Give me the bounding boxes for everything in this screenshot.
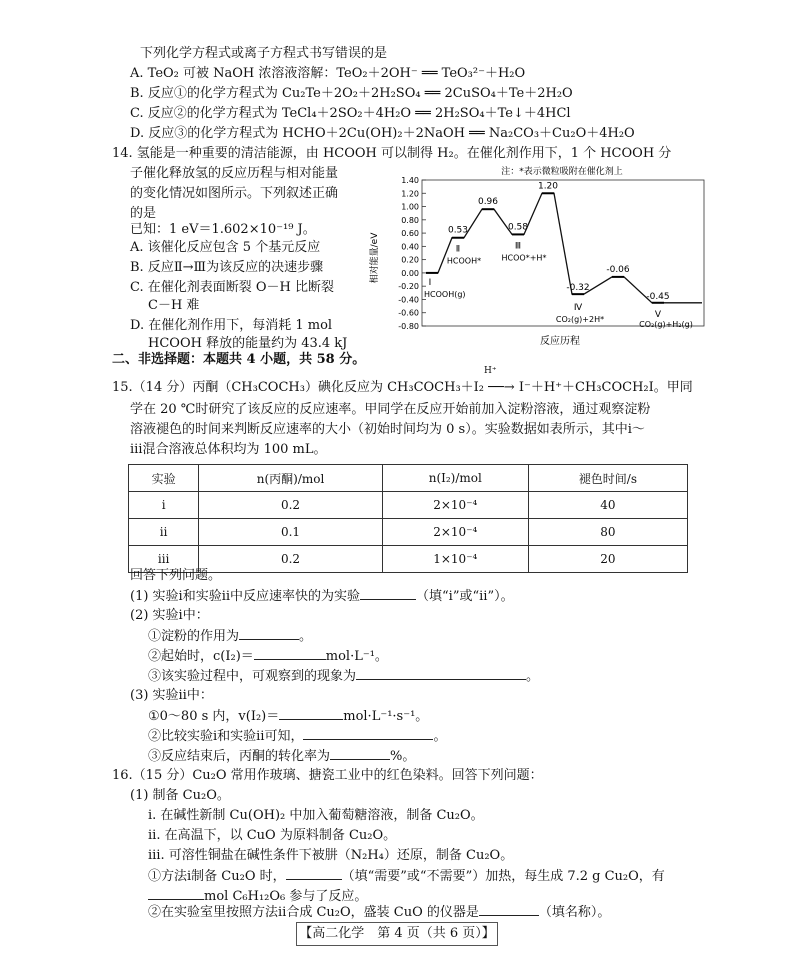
y-tick-label: -0.60 [398,308,419,318]
q15-line1: 15.（14 分）丙酮（CH₃COCH₃）碘化反应为 CH₃COCH₃＋I₂ ──→ I⁻＋H⁺＋CH₃COCH₂I。甲同 [112,380,693,395]
page-footer: 【高二化学 第 4 页（共 6 页）】 [296,922,498,946]
y-tick-label: 0.80 [401,215,419,225]
table-header: 褪色时间/s [528,465,687,492]
q15-part3-1-unit: mol·L⁻¹·s⁻¹。 [343,709,429,724]
q15-part2-1-text: ①淀粉的作用为 [148,629,240,644]
energy-series-line [426,193,702,302]
table-cell: 0.1 [199,519,383,546]
q15-part3-2-end: 。 [433,729,447,744]
q16-method-iii: ⅲ. 可溶性铜盐在碱性条件下被肼（N₂H₄）还原，制备 Cu₂O。 [148,848,514,863]
table-cell: 0.2 [199,492,383,519]
species-label: HCOO*+H* [501,253,547,263]
q16-question1-unit: mol C₆H₁₂O₆ 参与了反应。 [204,889,368,904]
q16-question1-hint: （填“需要”或“不需要”）加热，每生成 7.2 g Cu₂O，有 [341,869,665,884]
stage-label: Ⅰ [428,277,432,288]
table-cell: ⅰ [129,492,199,519]
q15-part3: (3) 实验ⅱ中： [130,688,213,703]
q13-option-b: B. 反应①的化学方程式为 Cu₂Te＋2O₂＋2H₂SO₄ ══ 2CuSO₄＋Te＋2H₂O [130,86,573,101]
q16-question1 [148,866,665,887]
experiment-table [128,464,688,573]
table-cell: ⅲ [129,546,199,573]
q14-line3: 的变化情况如图所示。下列叙述正确 [130,186,339,201]
q15-part2-1 [148,626,312,647]
q15-line3: 溶液褪色的时间来判断反应速率的大小（初始时间均为 0 s）。实验数据如表所示，其中ⅰ～ [130,422,645,437]
q15-part2-2-unit: mol·L⁻¹。 [325,649,388,664]
q15-part3-3-unit: %。 [390,749,416,764]
answer-blank[interactable] [360,586,416,600]
species-label: CO₂(g)+2H* [555,315,605,325]
section-2-heading: 二、非选择题：本题共 4 小题，共 58 分。 [112,352,366,367]
table-header: n(丙酮)/mol [199,465,383,492]
chart-plot-frame [422,180,704,326]
q15-part2-3-end: 。 [526,669,540,684]
q14-option-a: A. 该催化反应包含 5 个基元反应 [130,240,321,255]
chart-y-label: 相对能量/eV [370,232,380,284]
q14-line4: 的是 [130,206,157,221]
q15-part2-2 [148,646,388,667]
table-cell: 2×10⁻⁴ [382,492,528,519]
q16-question2-hint: （填名称）。 [538,905,611,920]
energy-profile-chart [366,160,706,350]
q16-line1: 16.（15 分）Cu₂O 常用作玻璃、搪瓷工业中的红色染料。回答下列问题： [112,768,543,783]
energy-value-label: 0.58 [507,222,529,233]
q14-known: 已知：1 eV＝1.602×10⁻¹⁹ J。 [130,222,316,237]
y-tick-label: 0.20 [401,255,419,265]
stage-label: Ⅴ [654,309,662,320]
q14-option-d1: D. 在催化剂作用下，每消耗 1 mol [130,318,333,333]
table-cell: ⅱ [129,519,199,546]
energy-value-label: -0.45 [646,291,670,302]
answer-blank[interactable] [356,666,526,680]
q15-catalyst: H⁺ [484,366,497,376]
answer-blank[interactable] [254,646,326,660]
energy-value-label: 1.20 [537,181,559,192]
q14-option-d2: HCOOH 释放的能量约为 43.4 kJ [148,336,348,351]
y-tick-label: 0.00 [401,268,419,278]
table-cell: 2×10⁻⁴ [382,519,528,546]
energy-value-label: 0.96 [477,197,499,208]
q15-part1-hint: （填“ⅰ”或“ⅱ”）。 [416,589,514,604]
chart-note: 注：*表示微粒吸附在催化剂上 [501,167,623,177]
q16-method-i: ⅰ. 在碱性新制 Cu(OH)₂ 中加入葡萄糖溶液，制备 Cu₂O。 [148,808,484,823]
answer-blank[interactable] [279,706,343,720]
q14-option-c2: C－H 难 [148,298,200,313]
chart-x-label: 反应历程 [540,336,580,347]
table-row [129,492,688,519]
stage-label: Ⅳ [573,303,583,314]
y-tick-label: 1.00 [401,202,419,212]
table-row [129,519,688,546]
energy-value-label: 0.53 [447,225,469,236]
q15-part3-2-text: ②比较实验ⅰ和实验ⅱ可知， [148,729,304,744]
q13-option-a: A. TeO₂ 可被 NaOH 浓溶液溶解：TeO₂＋2OH⁻ ══ TeO₃²⁻＋H₂O [130,66,526,81]
y-tick-label: -0.80 [398,322,419,331]
y-tick-label: -0.20 [398,282,419,292]
q16-question2 [148,902,610,923]
q14-line1: 14. 氢能是一种重要的清洁能源，由 HCOOH 可以制得 H₂。在催化剂作用下，1 个 HCOOH 分 [112,146,672,161]
table-header: 实验 [129,465,199,492]
table-header: n(I₂)/mol [382,465,528,492]
q15-part2-2-text: ②起始时，c(I₂)＝ [148,649,254,664]
q13-option-c: C. 反应②的化学方程式为 TeCl₄＋2SO₂＋4H₂O ══ 2H₂SO₄＋Te↓＋4HCl [130,106,571,121]
q14-option-c1: C. 在催化剂表面断裂 O－H 比断裂 [130,280,335,295]
q15-line4: ⅲ混合溶液总体积均为 100 mL。 [130,442,327,457]
q15-answer-prompt: 回答下列问题。 [130,568,222,583]
answer-blank[interactable] [148,886,204,900]
q15-part1-text: (1) 实验ⅰ和实验ⅱ中反应速率快的为实验 [130,589,361,604]
q15-part2: (2) 实验ⅰ中： [130,608,209,623]
y-tick-label: 0.40 [401,242,419,252]
q16-question1-text: ①方法ⅰ制备 Cu₂O 时， [148,869,286,884]
species-label: CO₂(g)+H₂(g) [639,319,693,329]
q15-part2-3 [148,666,539,687]
stage-label: Ⅱ [455,244,461,255]
q15-part3-1-text: ①0～80 s 内，v(I₂)＝ [148,709,280,724]
q13-option-d: D. 反应③的化学方程式为 HCHO＋2Cu(OH)₂＋2NaOH ══ Na₂CO₃＋Cu₂O＋4H₂O [130,126,635,141]
table-cell: 20 [528,546,687,573]
table-cell: 40 [528,492,687,519]
q14-line2: 子催化释放氢的反应历程与相对能量 [130,166,339,181]
table-header-row [129,465,688,492]
q15-part3-2 [148,726,447,747]
y-tick-label: 1.20 [401,189,419,199]
table-cell: 0.2 [199,546,383,573]
q15-part1 [130,586,514,607]
q15-part3-3 [148,746,415,767]
q16-method-ii: ⅱ. 在高温下，以 CuO 为原料制备 Cu₂O。 [148,828,397,843]
answer-blank[interactable] [303,726,433,740]
q15-part2-1-end: 。 [299,629,313,644]
table-cell: 80 [528,519,687,546]
q14-option-b: B. 反应Ⅱ→Ⅲ为该反应的决速步骤 [130,260,324,275]
q16-part1: (1) 制备 Cu₂O。 [130,788,230,803]
y-tick-label: -0.40 [398,295,419,305]
answer-blank[interactable] [286,866,342,880]
q13-stem: 下列化学方程式或离子方程式书写错误的是 [140,46,388,61]
answer-blank[interactable] [330,746,390,760]
q15-part3-1 [148,706,428,727]
stage-label: Ⅲ [514,241,522,252]
answer-blank[interactable] [239,626,299,640]
species-label: HCOOH(g) [424,289,466,299]
y-tick-label: 0.60 [401,229,419,239]
energy-value-label: -0.32 [566,283,590,294]
energy-value-label: -0.06 [606,264,630,275]
table-cell: 1×10⁻⁴ [382,546,528,573]
q15-part2-3-text: ③该实验过程中，可观察到的现象为 [148,669,357,684]
q16-question2-text: ②在实验室里按照方法ⅱ合成 Cu₂O，盛装 CuO 的仪器是 [148,905,479,920]
answer-blank[interactable] [479,902,539,916]
q15-part3-3-text: ③反应结束后，丙酮的转化率为 [148,749,331,764]
q15-line2: 学在 20 ℃时研究了该反应的反应速率。甲同学在反应开始前加入淀粉溶液，通过观察淀粉 [130,402,651,417]
y-tick-label: 1.40 [401,176,419,185]
species-label: HCOOH* [446,256,482,266]
